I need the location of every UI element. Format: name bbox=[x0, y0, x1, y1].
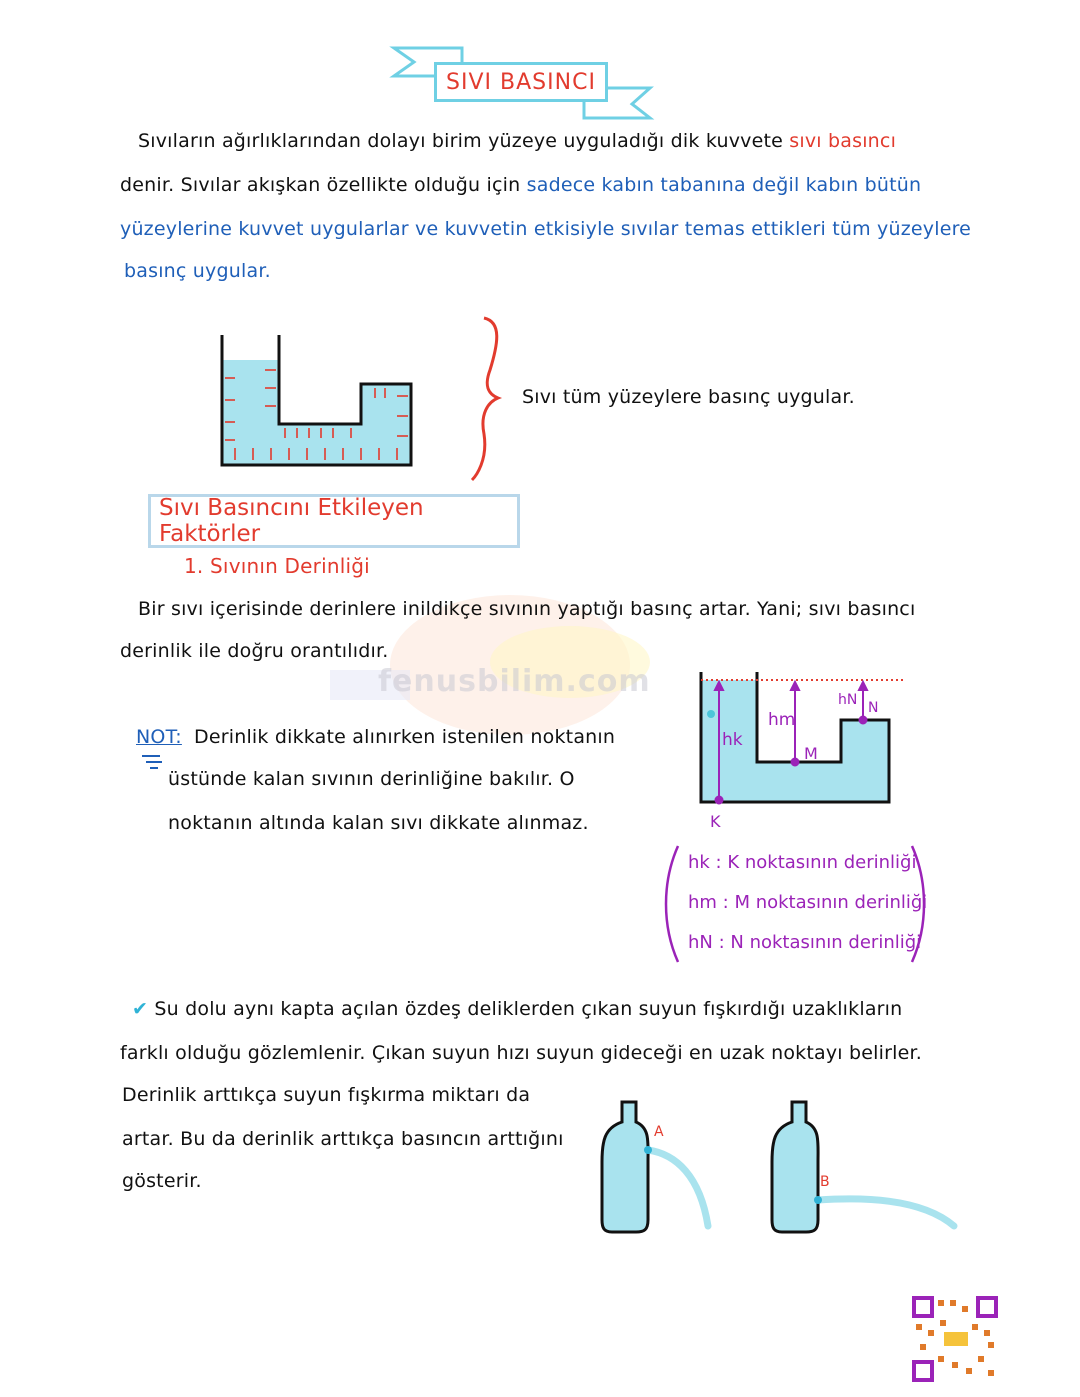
jet-line-3: Derinlik arttıkça suyun fışkırma miktarı da bbox=[122, 1084, 531, 1106]
bottle-a bbox=[596, 1092, 726, 1240]
label-a: A bbox=[654, 1124, 664, 1140]
label-hn: hN bbox=[838, 692, 858, 708]
section-subtitle: 1. Sıvının Derinliği bbox=[184, 554, 370, 578]
bottle-b bbox=[766, 1092, 966, 1240]
jet-b bbox=[818, 1199, 954, 1226]
jet-line-4: artar. Bu da derinlik arttıkça basıncın arttığını bbox=[122, 1128, 564, 1150]
label-m: M bbox=[804, 744, 818, 763]
label-hk: hk bbox=[722, 730, 743, 750]
diagram1-caption: Sıvı tüm yüzeylere basınç uygular. bbox=[522, 386, 855, 408]
legend-hm: hm : M noktasının derinliği bbox=[688, 892, 928, 913]
jet-line-5: gösterir. bbox=[122, 1170, 202, 1192]
legend-hn: hN : N noktasının derinliği bbox=[688, 932, 922, 953]
note-line-1: Derinlik dikkate alınırken istenilen noktanın bbox=[194, 726, 616, 748]
intro-line-4: basınç uygular. bbox=[124, 260, 271, 282]
check-icon: ✔ bbox=[132, 998, 149, 1020]
jet-line-1 bbox=[132, 998, 902, 1020]
intro-line-2-highlight: sadece kabın tabanına değil kabın bütün bbox=[526, 174, 922, 196]
note-line-3: noktanın altında kalan sıvı dikkate alınmaz. bbox=[168, 812, 589, 834]
note-line-2: üstünde kalan sıvının derinliğine bakılır. O bbox=[168, 768, 575, 790]
intro-line-2-text: denir. Sıvılar akışkan özellikte olduğu için bbox=[120, 174, 521, 196]
label-n: N bbox=[868, 700, 879, 716]
intro-line-3: yüzeylerine kuvvet uygularlar ve kuvvetin etkisiyle sıvılar temas ettikleri tüm yüzeylere bbox=[120, 218, 972, 240]
page-title: SIVI BASINCI bbox=[434, 62, 608, 102]
label-b: B bbox=[820, 1174, 830, 1190]
watermark-text: fenusbilim.com bbox=[378, 664, 651, 699]
depth-line-2: derinlik ile doğru orantılıdır. bbox=[120, 640, 389, 662]
section-title: Sıvı Basıncını Etkileyen Faktörler bbox=[148, 494, 520, 548]
pressure-container-diagram bbox=[215, 330, 420, 470]
note-label: NOT: bbox=[136, 726, 182, 748]
jet-line-1-text: Su dolu aynı kapta açılan özdeş deliklerden çıkan suyun fışkırdığı uzaklıkların bbox=[154, 998, 903, 1020]
label-k: K bbox=[710, 812, 721, 831]
curly-brace-icon bbox=[466, 314, 506, 484]
intro-line-1-text: Sıvıların ağırlıklarından dolayı birim yüzeye uyguladığı dik kuvvete bbox=[138, 130, 784, 152]
intro-line-1 bbox=[138, 130, 896, 152]
jet-a bbox=[648, 1150, 708, 1226]
note-underline-icon bbox=[138, 752, 168, 774]
label-hm: hm bbox=[768, 710, 796, 730]
legend-hk: hk : K noktasının derinliği bbox=[688, 852, 917, 873]
jet-line-2: farklı olduğu gözlemlenir. Çıkan suyun hızı suyun gideceği en uzak noktayı belirler. bbox=[120, 1042, 923, 1064]
intro-keyword: sıvı basıncı bbox=[789, 130, 897, 152]
intro-line-2 bbox=[120, 174, 921, 196]
qr-code-icon bbox=[912, 1296, 998, 1382]
depth-line-1: Bir sıvı içerisinde derinlere inildikçe sıvının yaptığı basınç artar. Yani; sıvı basıncı bbox=[138, 598, 916, 620]
